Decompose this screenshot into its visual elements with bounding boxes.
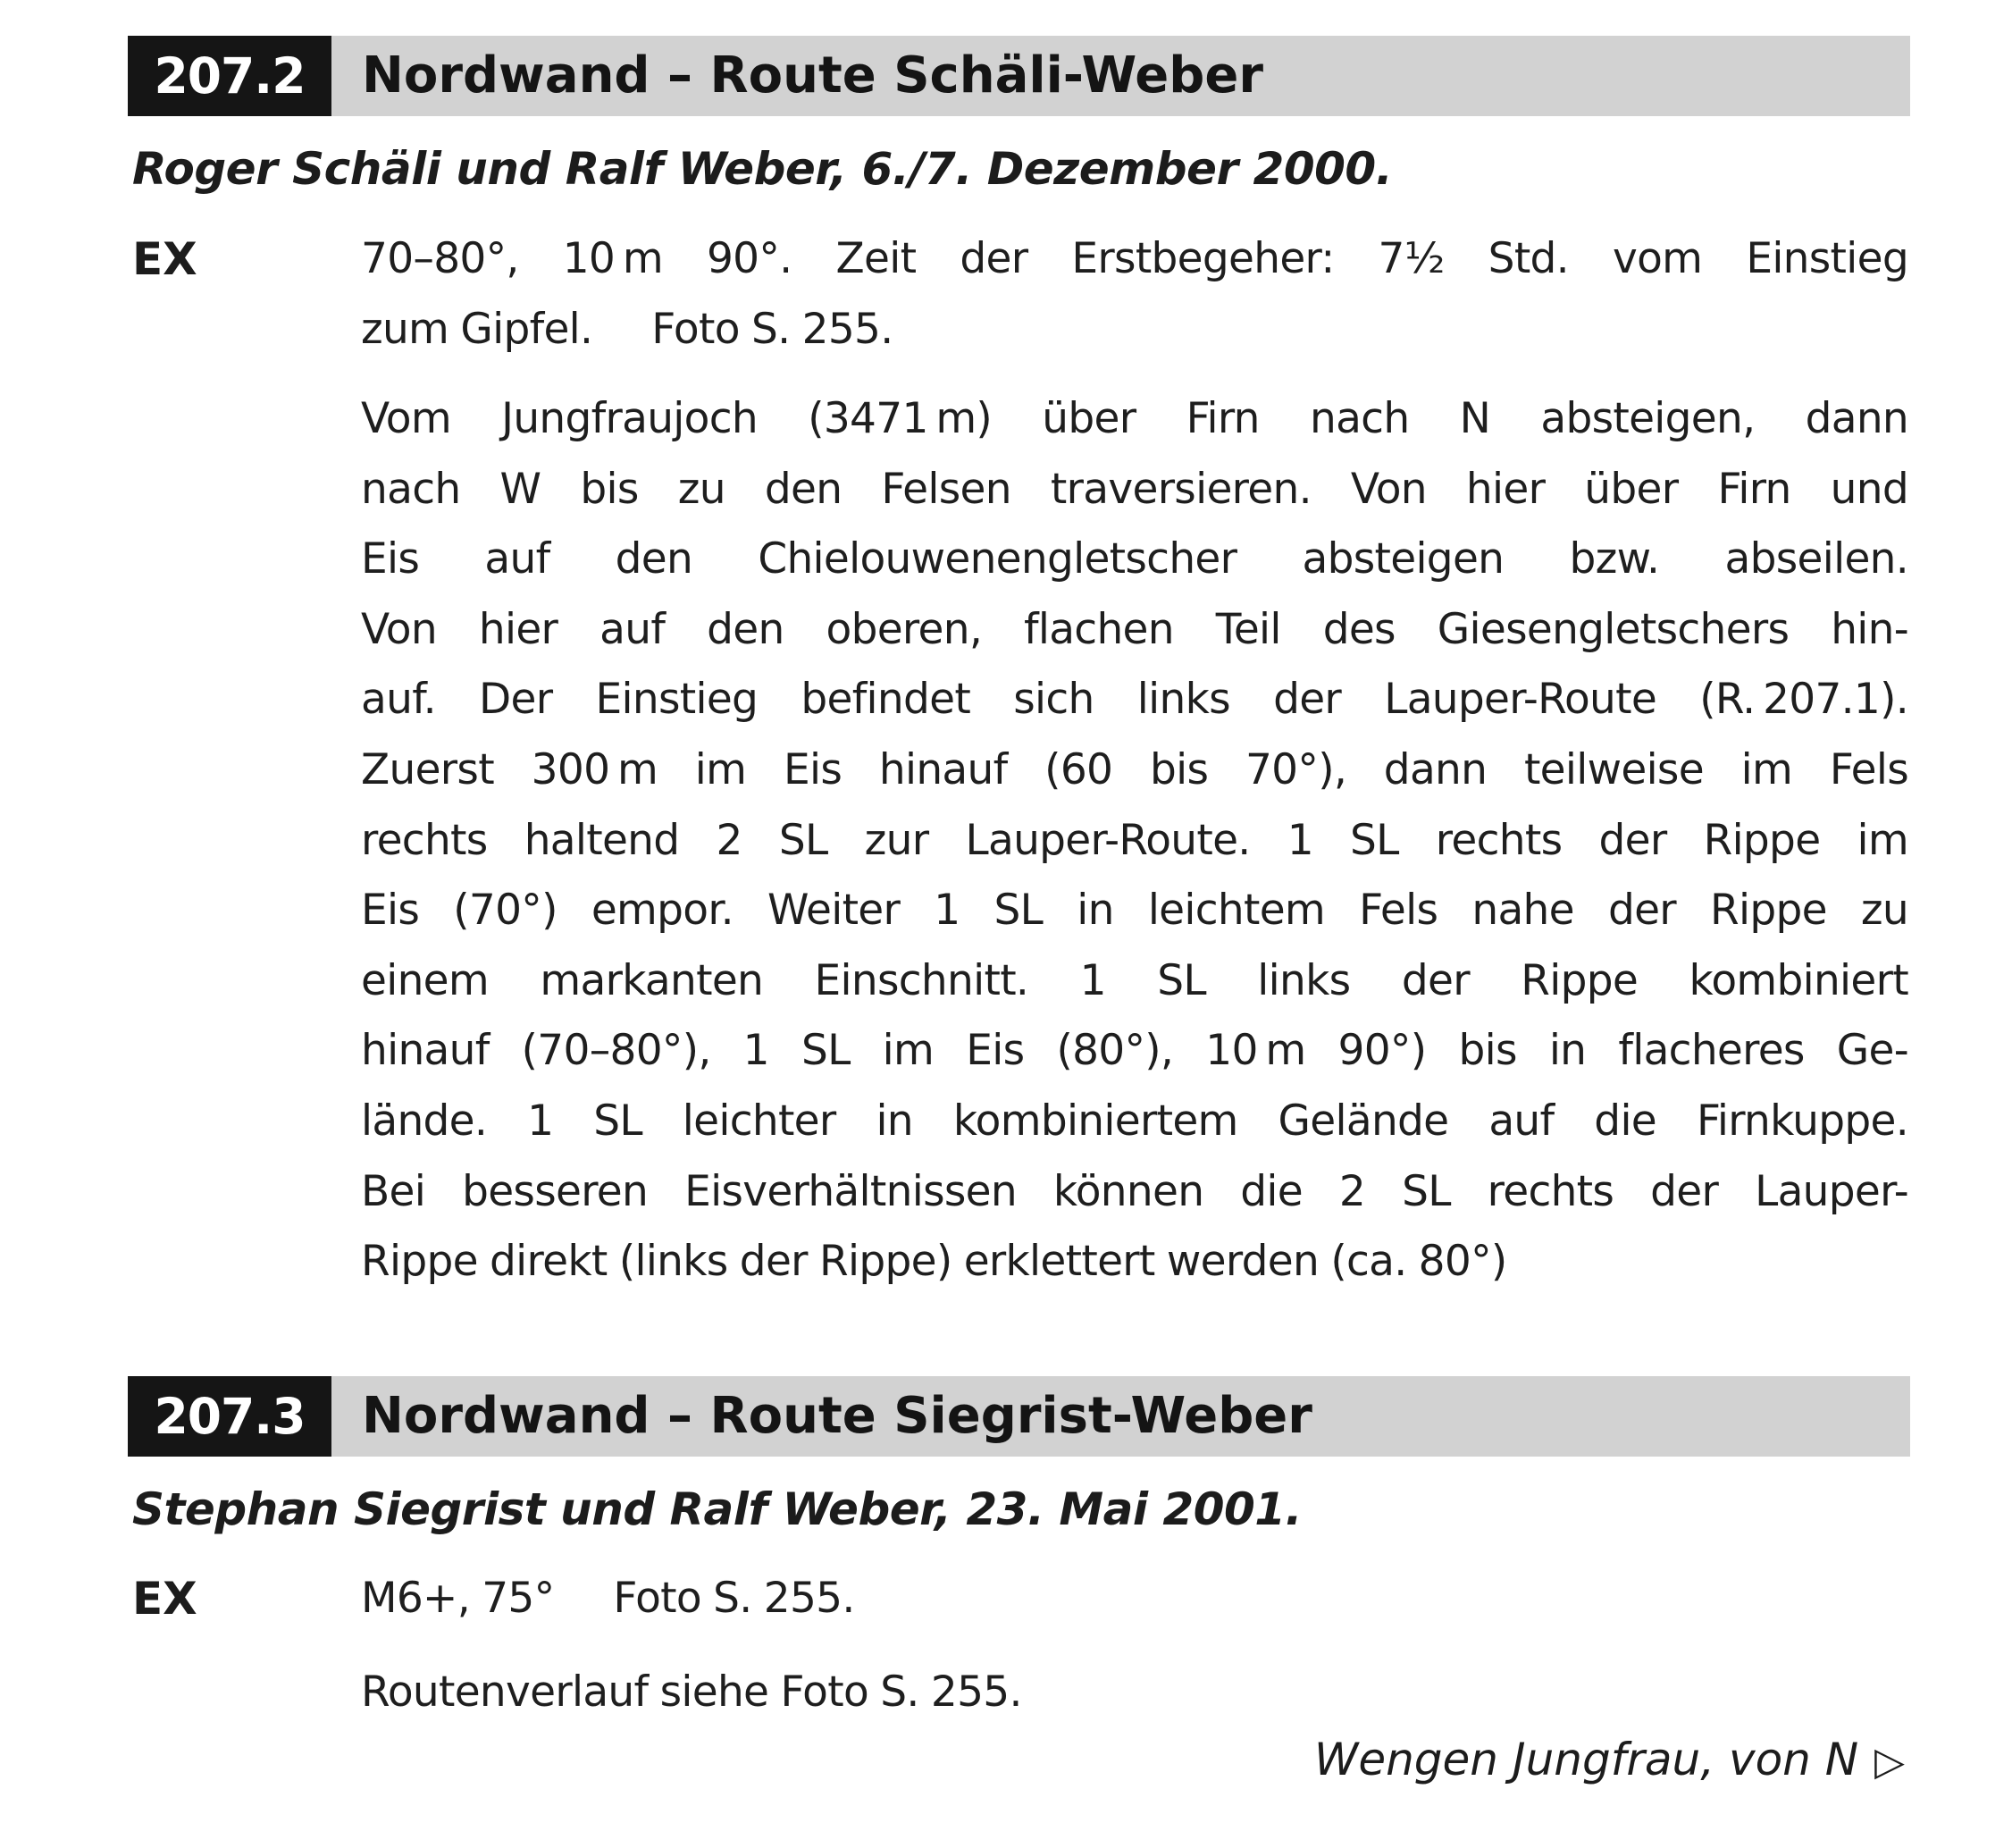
summary-line-text: zum Gipfel. bbox=[361, 304, 593, 354]
route-number: 207.3 bbox=[128, 1376, 331, 1457]
description-line: Eis (70°) empor. Weiter 1 SL in leichtem Fels nahe der Rippe zu bbox=[361, 886, 1908, 936]
summary-line-text: M6+, 75° bbox=[361, 1574, 555, 1623]
photo-reference: Foto S. 255. bbox=[613, 1574, 855, 1623]
route-summary bbox=[361, 1564, 1908, 1634]
description-line: Rippe direkt (links der Rippe) erklettert werden (ca. 80°) bbox=[361, 1237, 1507, 1287]
route-description bbox=[361, 384, 1908, 1298]
description-line: Bei besseren Eisverhältnissen können die 2 SL rechts der Lauper- bbox=[361, 1166, 1908, 1216]
description-line: nach W bis zu den Felsen traversieren. Von hier über Firn und bbox=[361, 464, 1908, 514]
footer-text: Wengen Jungfrau, von N bbox=[1313, 1734, 1859, 1785]
first-ascent: Stephan Siegrist und Ralf Weber, 23. Mai 2001. bbox=[132, 1483, 1303, 1535]
route-title: Nordwand – Route Siegrist-Weber bbox=[362, 1387, 1312, 1445]
route-title: Nordwand – Route Schäli-Weber bbox=[362, 46, 1263, 105]
route-heading bbox=[128, 1376, 1910, 1457]
description-line: Von hier auf den oberen, flachen Teil des Giesengletschers hin- bbox=[361, 604, 1908, 654]
description-line: einem markanten Einschnitt. 1 SL links der Rippe kombiniert bbox=[361, 955, 1908, 1005]
triangle-right-outline-icon: ▷ bbox=[1874, 1739, 1905, 1785]
page-footer-reference bbox=[1314, 1734, 1905, 1785]
summary-line bbox=[361, 295, 1908, 365]
first-ascent: Roger Schäli und Ralf Weber, 6./7. Dezember 2000. bbox=[132, 143, 1393, 195]
grade-label: EX bbox=[132, 1573, 197, 1625]
description-line: Eis auf den Chielouwenengletscher absteigen bzw. abseilen. bbox=[361, 534, 1908, 584]
route-heading bbox=[128, 36, 1910, 116]
route-number: 207.2 bbox=[128, 36, 331, 116]
description-line: Routenverlauf siehe Foto S. 255. bbox=[361, 1667, 1022, 1717]
grade-label: EX bbox=[132, 233, 197, 285]
photo-reference: Foto S. 255. bbox=[651, 304, 893, 354]
route-summary bbox=[361, 224, 1908, 365]
description-line: lände. 1 SL leichter in kombiniertem Gelände auf die Firnkuppe. bbox=[361, 1096, 1908, 1146]
description-line: rechts haltend 2 SL zur Lauper-Route. 1 SL rechts der Rippe im bbox=[361, 815, 1908, 865]
summary-line: 70–80°, 10 m 90°. Zeit der Erstbegeher: 7½ Std. vom Einstieg bbox=[361, 234, 1908, 283]
description-line: Zuerst 300 m im Eis hinauf (60 bis 70°), dann teilweise im Fels bbox=[361, 744, 1908, 794]
route-description bbox=[361, 1658, 1908, 1728]
description-line: auf. Der Einstieg befindet sich links der Lauper-Route (R. 207.1). bbox=[361, 675, 1908, 725]
description-line: Vom Jungfraujoch (3471 m) über Firn nach N absteigen, dann bbox=[361, 394, 1908, 443]
summary-line bbox=[361, 1564, 1908, 1634]
description-line: hinauf (70–80°), 1 SL im Eis (80°), 10 m 90°) bis in flacheres Ge- bbox=[361, 1026, 1908, 1076]
